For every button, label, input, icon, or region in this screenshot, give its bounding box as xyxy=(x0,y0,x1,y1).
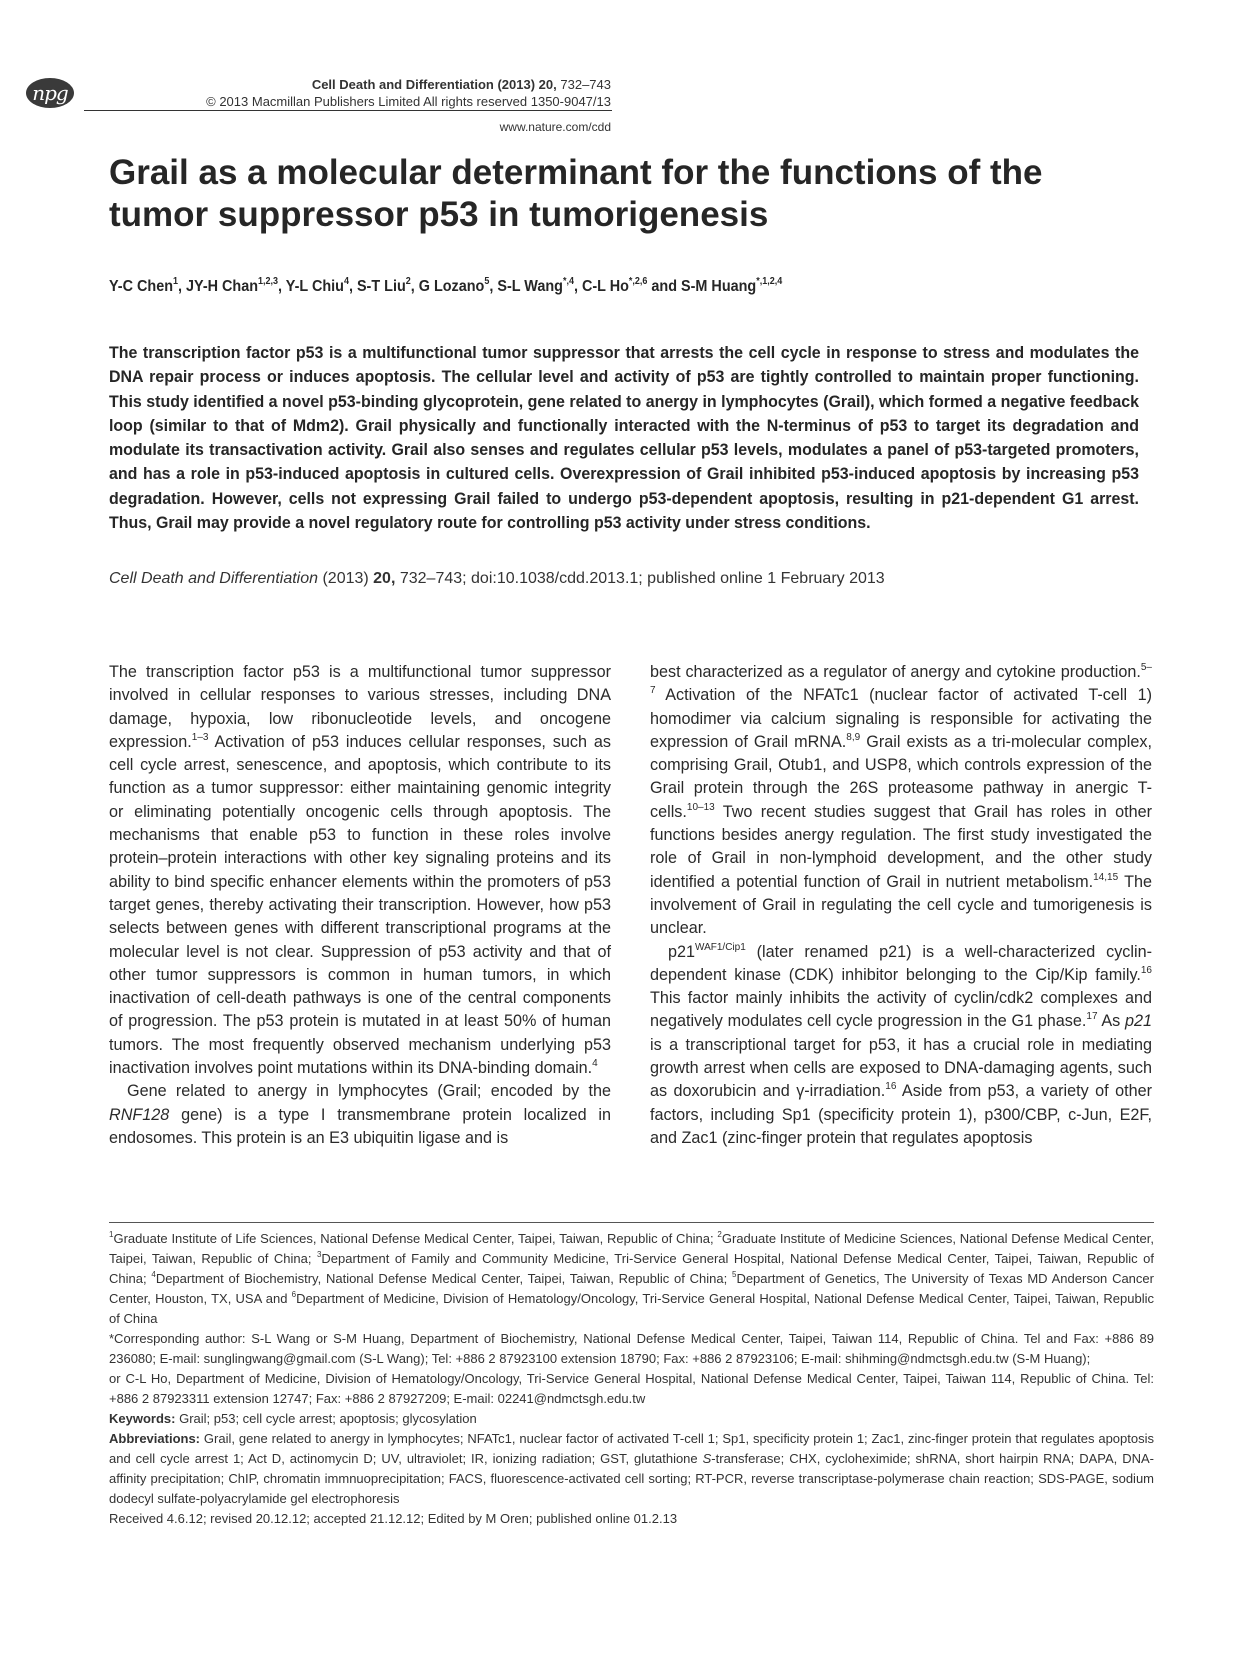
author-4: G Lozano$^5$, xyxy=(418,276,498,295)
author-5: S-L Wang$^{*,4}$, xyxy=(497,276,582,295)
article-title: Grail as a molecular determinant for the functions of the tumor suppressor p53 in tumorigenesis xyxy=(109,153,1043,234)
body-paragraph: best characterized as a regulator of anergy and cytokine production.$^{5-7}$ Activation of the NFATc1 (nuclear factor of activated T-cell 1) homodimer via calcium signaling is responsible for activating the expression of Grail mRNA.$^{8,9}$ Grail exists as a tri-molecular complex, comprising Grail, Otub1, and USP8, which controls expression of the Grail protein through the 26S proteasome pathway in anergic T-cells.$^{10-13}$ Two recent studies suggest that Grail has roles in other functions besides anergy regulation. The first study investigated the role of Grail in non-lymphoid development, and the other study identified a potential function of Grail in nutrient metabolism.$^{14,15}$ The involvement of Grail in regulating the cell cycle and tumorigenesis is unclear. xyxy=(650,662,1152,938)
corresponding-author: *Corresponding author: S-L Wang or S-M Huang, Department of Biochemistry, National Defense Medical Center, Taipei, Taiwan 114, Republic of China. Tel and Fax: +886 89 236080; E-mail: sunglingwang@gmail.com (S-L Wang); Tel: +886 2 87923100 extension 18790; Fax: +886 2 87923106; E-mail: shihming@ndmctsgh.edu.tw (S-M Huang); xyxy=(109,1331,1154,1366)
gene-name: p21 xyxy=(1124,1012,1152,1031)
affiliations: $^1$Graduate Institute of Life Sciences, National Defense Medical Center, Taipei, Taiwan, Republic of China; $^2$Graduate Institute of Medicine Sciences, National Defense Medical Center, Taipei, Taiwan, Republic of China; $^3$Department of Family and Community Medicine, Tri-Service General Hospital, National Defense Medical Center, Taipei, Taiwan, Republic of China; $^4$Department of Biochemistry, National Defense Medical Center, Taipei, Taiwan, Republic of China; $^5$Department of Genetics, The University of Texas MD Anderson Cancer Center, Houston, TX, USA and $^6$Department of Medicine, Division of Hematology/Oncology, Tri-Service General Hospital, National Defense Medical Center, Taipei, Taiwan, Republic of China xyxy=(109,1230,1154,1326)
author-2: Y-L Chiu$^4$, xyxy=(285,276,357,295)
author-0: Y-C Chen$^1$, xyxy=(109,276,187,295)
author-1: JY-H Chan$^{1,2,3}$, xyxy=(186,276,286,295)
abstract-text: The transcription factor p53 is a multifunctional tumor suppressor that arrests the cell cycle in response to stress and modulates the DNA repair process or induces apoptosis. The cellular level and activity of p53 are tightly controlled to maintain proper functioning. This study identified a novel p53-binding glycoprotein, gene related to anergy in lymphocytes (Grail), which formed a negative feedback loop (similar to that of Mdm2). Grail physically and functionally interacted with the N-terminus of p53 to target its degradation and modulate its transactivation activity. Grail also senses and regulates cellular p53 levels, modulates a panel of p53-targeted promoters, and has a role in p53-induced apoptosis in cultured cells. Overexpression of Grail inhibited p53-induced apoptosis by increasing p53 degradation. However, cells not expressing Grail failed to undergo p53-dependent apoptosis, resulting in p21-dependent G1 arrest. Thus, Grail may provide a novel regulatory route for controlling p53 activity under stress conditions. xyxy=(109,344,1139,533)
corresponding-author-2: or C-L Ho, Department of Medicine, Division of Hematology/Oncology, Tri-Service General Hospital, National Defense Medical Center, Taipei, Taiwan 114, Republic of China. Tel: +886 2 87923311 extension 12747; Fax: +886 2 87927209; E-mail: 02241@ndmctsgh.edu.tw xyxy=(109,1371,1154,1406)
body-paragraph: $p21^{WAF1/Cip1}$ (later renamed p21) is a well-characterized cyclin-dependent kinase (CDK) inhibitor belonging to the Cip/Kip family.$^{16}$ This factor mainly inhibits the activity of cyclin/cdk2 complexes and negatively modulates cell cycle progression in the G1 phase.$^{17}$ As p21 is a transcriptional target for p53, it has a crucial role in mediating growth arrest when cells are exposed to DNA-damaging agents, such as doxorubicin and γ-irradiation.$^{16}$ Aside from p53, a variety of other factors, including Sp1 (specificity protein 1), p300/CBP, c-Jun, E2F, and Zac1 (zinc-finger protein that regulates apoptosis xyxy=(650,941,1152,1147)
received-dates: Received 4.6.12; revised 20.12.12; accepted 21.12.12; Edited by M Oren; published online 01.2.13 xyxy=(109,1511,678,1526)
body-column-left xyxy=(109,661,611,1150)
footnote-rule xyxy=(109,1222,1154,1223)
journal-website-link[interactable]: www.nature.com/cdd xyxy=(499,120,611,134)
author-7: S-M Huang$^{*,1,2,4}$ xyxy=(681,276,783,295)
citation-year: (2013) xyxy=(318,570,374,587)
body-paragraph: The transcription factor p53 is a multifunctional tumor suppressor involved in cellular responses to various stresses, including DNA damage, hypoxia, low ribonucleotide levels, and oncogene expression.$^{1-3}$ Activation of p53 induces cellular responses, such as cell cycle arrest, senescence, and apoptosis, which contribute to its function as a tumor suppressor: either maintaining genomic integrity or eliminating potentially oncogenic cells through apoptosis. The mechanisms that enable p53 to function in these roles involve protein–protein interactions with other key signaling proteins and its ability to bind specific enhancer elements within the promoters of p53 target genes, thereby activating their transcription. However, how p53 selects between genes with different transcriptional programs at the molecular level is not clear. Suppression of p53 activity and that of other tumor suppressors is common in human tumors, in which inactivation of cell-death pathways is one of the central components of progression. The p53 protein is mutated in at least 50% of human tumors. The most frequently observed mechanism underlying p53 inactivation involves point mutations within its DNA-binding domain.$^4$ xyxy=(109,663,611,1078)
abstract xyxy=(109,341,1139,535)
citation-ref[interactable]: 17 xyxy=(1086,1011,1098,1023)
citation-line xyxy=(109,570,885,588)
citation-ref[interactable]: 8,9 xyxy=(846,731,861,743)
journal-volume: 20, xyxy=(538,77,557,92)
npg-logo: npg xyxy=(26,78,74,108)
citation-ref[interactable]: 14,15 xyxy=(1093,871,1119,883)
journal-name: Cell Death and Differentiation xyxy=(311,77,494,92)
body-column-right xyxy=(650,661,1152,1150)
copyright-line: © 2013 Macmillan Publishers Limited All rights reserved 1350-9047/13 xyxy=(206,94,611,109)
citation-ref[interactable]: 5–7 xyxy=(650,662,1152,697)
body-paragraph: Gene related to anergy in lymphocytes (Grail; encoded by the RNF128 gene) is a type I transmembrane protein localized in endosomes. This protein is an E3 ubiquitin ligase and is xyxy=(109,1082,611,1147)
author-3: S-T Liu$^2$, xyxy=(356,276,419,295)
citation-ref[interactable]: 16 xyxy=(1140,964,1152,976)
citation-ref[interactable]: 16 xyxy=(885,1081,897,1093)
journal-year: (2013) xyxy=(497,77,536,92)
citation-ref[interactable]: 4 xyxy=(592,1058,598,1070)
author-6: C-L $Ho^{*,2,6}$ and xyxy=(581,276,682,295)
citation-ref[interactable]: 10–13 xyxy=(686,801,715,813)
citation-journal: Cell Death and Differentiation xyxy=(109,570,319,587)
header-rule xyxy=(84,110,612,111)
citation-volume: 20, xyxy=(373,570,396,587)
abbreviations: Abbreviations: Grail, gene related to anergy in lymphocytes; NFATc1, nuclear factor of activated T-cell 1; Sp1, specificity protein 1; Zac1, zinc-finger protein that regulates apoptosis and cell cycle arrest 1; Act D, actinomycin D; UV, ultraviolet; IR, ionizing radiation; GST, glutathione S-transferase; CHX, cycloheximide; shRNA, short hairpin RNA; DAPA, DNA-affinity precipitation; ChIP, chromatin immnuoprecipitation; FACS, fluorescence-activated cell sorting; RT-PCR, reverse transcriptase-polymerase chain reaction; SDS-PAGE, sodium dodecyl sulfate-polyacrylamide gel electrophoresis xyxy=(109,1431,1154,1506)
gene-name: RNF128 xyxy=(109,1105,170,1124)
journal-citation-line xyxy=(206,76,611,93)
keywords: Keywords: Grail; p53; cell cycle arrest; apoptosis; glycosylation xyxy=(109,1411,477,1426)
author-list xyxy=(109,276,782,296)
citation-details: 732–743; doi:10.1038/cdd.2013.1; published online 1 February 2013 xyxy=(395,570,885,587)
footnotes xyxy=(109,1229,1154,1529)
citation-ref[interactable]: 1–3 xyxy=(191,731,209,743)
journal-pages: 732–743 xyxy=(560,77,611,92)
journal-header xyxy=(206,76,611,110)
